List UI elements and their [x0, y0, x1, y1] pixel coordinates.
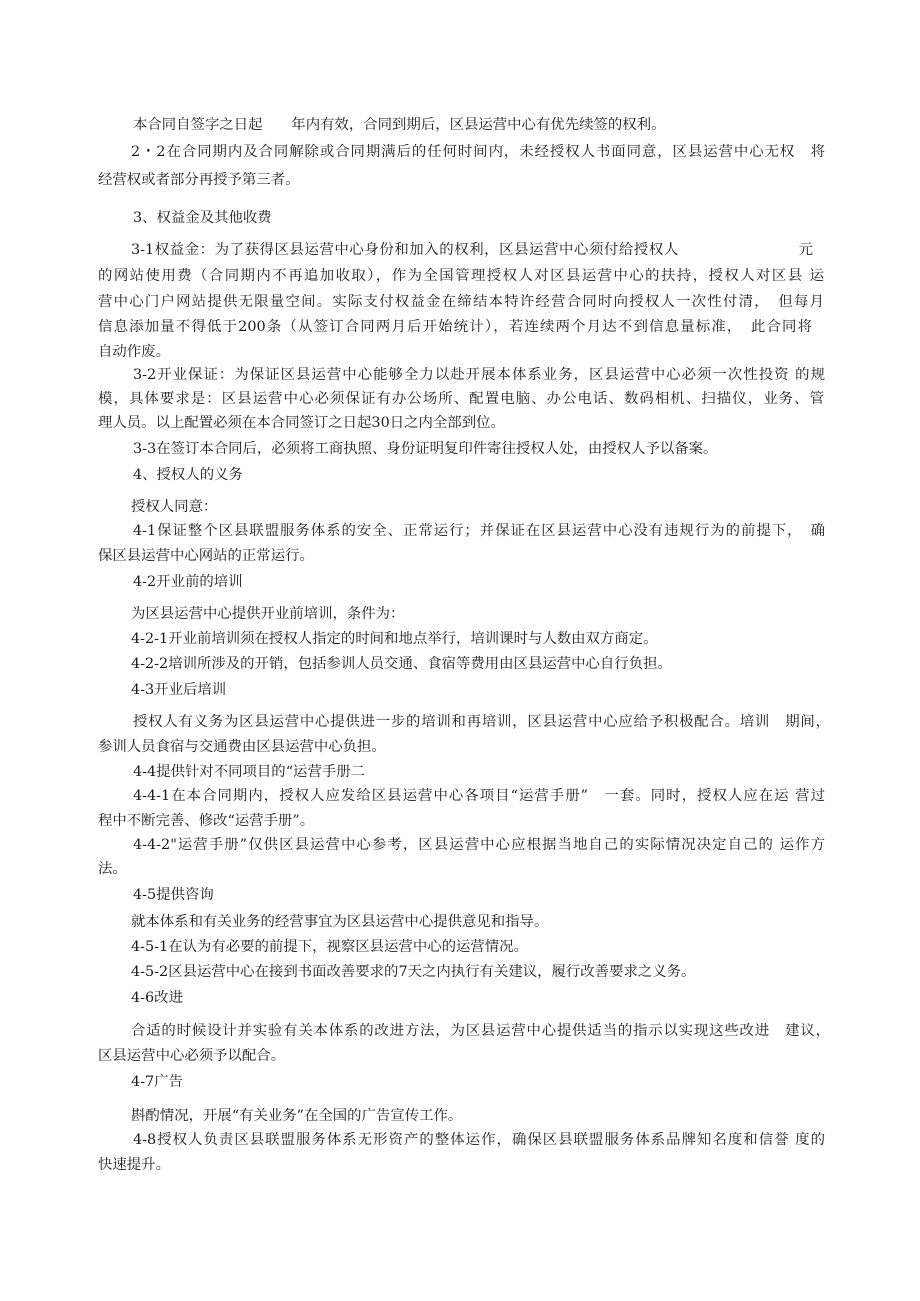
para-line-29: 法。: [98, 861, 127, 877]
subsection-4-7: 4-7广告: [131, 1074, 183, 1090]
para-line-24: 参训人员食宿与交通费由区县运营中心负担。: [98, 739, 386, 755]
para-line-23: 授权人有义务为区县运营中心提供进一步的培训和再培训，区县运营中心应给予积极配合。培训 期间，: [133, 714, 830, 730]
para-line-8: 信息添加量不得低于200条（从签订合同两月后开始统计），若连续两个月达不到信息量标准， 此合同将: [98, 319, 812, 335]
section-heading-3: 3、权益金及其他收费: [133, 210, 272, 226]
para-line-12: 理人员。以上配置必须在本合同签订之日起30日之内全部到位。: [98, 415, 505, 431]
para-line-11: 模，具体要求是：区县运营中心必须保证有办公场所、配置电脑、办公电话、数码相机、扫描仪，业务、管: [98, 391, 824, 407]
para-line-20: 4-2-1开业前培训须在授权人指定的时间和地点举行，培训课时与人数由双方商定。: [131, 631, 658, 647]
para-line-38: 斟酌情况，开展“有关业务”在全国的广告宣传工作。: [131, 1108, 463, 1124]
para-line-36: 区县运营中心必须予以配合。: [98, 1048, 286, 1064]
para-line-19: 为区县运营中心提供开业前培训，条件为：: [131, 606, 405, 622]
subsection-4-6: 4-6改进: [131, 990, 183, 1006]
para-line-40: 快速提升。: [98, 1157, 170, 1173]
subsection-4-5: 4-5提供咨询: [133, 887, 214, 903]
para-line-39: 4-8授权人负责区县联盟服务体系无形资产的整体运作，确保区县联盟服务体系品牌知名度和信誉 度的: [133, 1132, 825, 1148]
para-line-27: 程中不断完善、修改“运营手册”。: [98, 813, 315, 829]
para-line-16: 4-1保证整个区县联盟服务体系的安全、正常运行；并保证在区县运营中心没有违规行为的前提下， 确: [133, 523, 825, 539]
para-line-33: 4-5-2区县运营中心在接到书面改善要求的7天之内执行有关建议，履行改善要求之义务。: [131, 964, 696, 980]
section-heading-4: 4、授权人的义务: [133, 467, 243, 483]
para-line-2: 2・2在合同期内及合同解除或合同期满后的任何时间内，未经授权人书面同意，区县运营中心无权 将: [131, 144, 825, 160]
para-line-3: 经营权或者部分再授予第三者。: [98, 172, 300, 188]
para-line-17: 保区县运营中心网站的正常运行。: [98, 548, 314, 564]
para-line-15: 授权人同意：: [131, 499, 218, 515]
subsection-4-4: 4-4提供针对不同项目的“运营手册二: [133, 764, 366, 780]
para-line-13: 3-3在签订本合同后，必须将工商执照、身份证明复印件寄往授权人处，由授权人予以备案。: [133, 441, 718, 457]
para-line-28: 4-4-2"运营手册”仅供区县运营中心参考，区县运营中心应根据当地自己的实际情况决定自己的 运作方: [133, 837, 825, 853]
para-line-10: 3-2开业保证：为保证区县运营中心能够全力以赴开展本体系业务，区县运营中心必须一次性投资 的规: [133, 367, 825, 383]
para-line-26: 4-4-1在本合同期内，授权人应发给区县运营中心各项目“运营手册” 一套。同时，授权人应在运 营过: [133, 788, 825, 804]
para-line-35: 合适的时候设计并实验有关本体系的改进方法，为区县运营中心提供适当的指示以实现这些改进 建议，: [131, 1023, 830, 1039]
subsection-4-2: 4-2开业前的培训: [133, 574, 243, 590]
para-line-5: 3-1权益金：为了获得区县运营中心身份和加入的权利，区县运营中心须付给授权人 元: [131, 242, 813, 258]
para-line-21: 4-2-2培训所涉及的开销，包括参训人员交通、食宿等费用由区县运营中心自行负担。: [131, 656, 672, 672]
para-line-7: 营中心门户网站提供无限量空间。实际支付权益金在缔结本特许经营合同时向授权人一次性付清， 但每月: [98, 294, 824, 310]
para-line-32: 4-5-1在认为有必要的前提下，视察区县运营中心的运营情况。: [131, 939, 528, 955]
para-line-31: 就本体系和有关业务的经营事宜为区县运营中心提供意见和指导。: [131, 914, 549, 930]
para-line-1: 本合同自签字之日起 年内有效，合同到期后，区县运营中心有优先续签的权利。: [133, 117, 666, 133]
subsection-4-3: 4-3开业后培训: [131, 682, 227, 698]
para-line-9: 自动作废。: [98, 344, 170, 360]
para-line-6: 的网站使用费（合同期内不再追加收取），作为全国管理授权人对区县运营中心的扶持，授权人对区县 运: [98, 268, 824, 284]
